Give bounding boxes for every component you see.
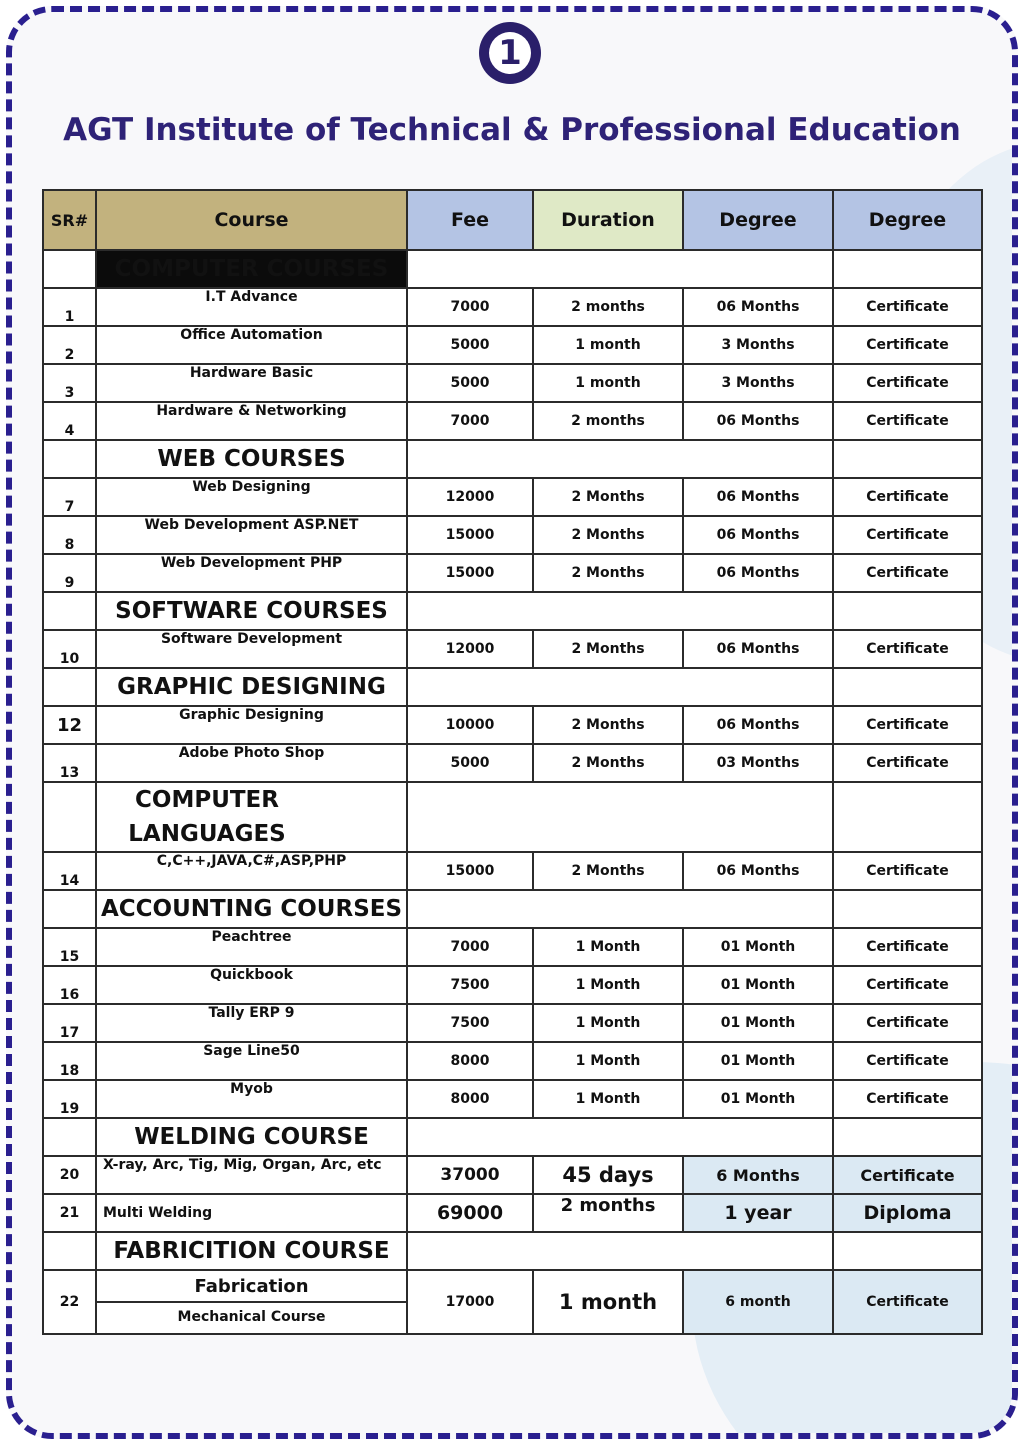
sr-number: 18 (43, 1042, 96, 1080)
table-row (43, 554, 982, 592)
fee: 7000 (407, 288, 533, 326)
table-row (43, 1004, 982, 1042)
empty-cell (407, 782, 833, 852)
certificate: Certificate (833, 928, 982, 966)
section-title: WELDING COURSE (96, 1118, 407, 1156)
certificate: Certificate (833, 326, 982, 364)
course-name: Hardware & Networking (96, 402, 407, 440)
table-row (43, 402, 982, 440)
sr-number: 16 (43, 966, 96, 1004)
course-name: Software Development (96, 630, 407, 668)
degree: 06 Months (683, 478, 833, 516)
sr-number: 4 (43, 402, 96, 440)
sr-number: 15 (43, 928, 96, 966)
table-row (43, 1194, 982, 1232)
empty-cell (407, 440, 833, 478)
table-row (43, 288, 982, 326)
section-row (43, 592, 982, 630)
course-name: Quickbook (96, 966, 407, 1004)
fee: 15000 (407, 554, 533, 592)
table-row (43, 928, 982, 966)
duration: 1 Month (533, 1004, 683, 1042)
fee: 7000 (407, 402, 533, 440)
certificate: Certificate (833, 1004, 982, 1042)
fee: 5000 (407, 326, 533, 364)
empty-cell (833, 668, 982, 706)
duration: 1 month (533, 1270, 683, 1334)
certificate: Diploma (833, 1194, 982, 1232)
fee: 15000 (407, 852, 533, 890)
section-row (43, 440, 982, 478)
fee: 5000 (407, 364, 533, 402)
header-course: Course (96, 190, 407, 250)
fee: 5000 (407, 744, 533, 782)
empty-cell (407, 1118, 833, 1156)
duration: 1 Month (533, 1042, 683, 1080)
certificate: Certificate (833, 966, 982, 1004)
course-name: Graphic Designing (96, 706, 407, 744)
degree: 06 Months (683, 852, 833, 890)
sr-number: 21 (43, 1194, 96, 1232)
course-name: Adobe Photo Shop (96, 744, 407, 782)
certificate: Certificate (833, 1156, 982, 1194)
sr-number: 12 (43, 706, 96, 744)
fee: 7500 (407, 1004, 533, 1042)
course-name: Peachtree (96, 928, 407, 966)
page-number: 1 (489, 32, 531, 74)
degree: 01 Month (683, 1004, 833, 1042)
certificate: Certificate (833, 1042, 982, 1080)
empty-cell (407, 1232, 833, 1270)
section-title (96, 782, 407, 852)
sr-number: 9 (43, 554, 96, 592)
sr-number: 2 (43, 326, 96, 364)
fee: 17000 (407, 1270, 533, 1334)
sr-number: 13 (43, 744, 96, 782)
degree: 03 Months (683, 744, 833, 782)
certificate: Certificate (833, 516, 982, 554)
empty-cell (407, 668, 833, 706)
empty-cell (43, 440, 96, 478)
degree: 6 Months (683, 1156, 833, 1194)
table-row (43, 364, 982, 402)
degree: 1 year (683, 1194, 833, 1232)
empty-cell (43, 668, 96, 706)
degree: 3 Months (683, 326, 833, 364)
empty-cell (833, 440, 982, 478)
course-name: Multi Welding (96, 1194, 407, 1232)
sr-number: 19 (43, 1080, 96, 1118)
empty-cell (833, 250, 982, 288)
empty-cell (833, 592, 982, 630)
table-row (43, 516, 982, 554)
duration: 2 Months (533, 478, 683, 516)
fee: 69000 (407, 1194, 533, 1232)
sr-number: 20 (43, 1156, 96, 1194)
degree: 01 Month (683, 1042, 833, 1080)
empty-cell (43, 592, 96, 630)
table-header-row (43, 190, 982, 250)
table-row (43, 744, 982, 782)
empty-cell (407, 592, 833, 630)
header-fee: Fee (407, 190, 533, 250)
header-degree: Degree (683, 190, 833, 250)
empty-cell (833, 1232, 982, 1270)
duration: 2 Months (533, 630, 683, 668)
table-row (43, 852, 982, 890)
certificate: Certificate (833, 744, 982, 782)
sr-number: 1 (43, 288, 96, 326)
table-row (43, 326, 982, 364)
certificate: Certificate (833, 402, 982, 440)
duration: 2 Months (533, 706, 683, 744)
section-row (43, 250, 982, 288)
degree: 06 Months (683, 288, 833, 326)
course-name: Fabrication (97, 1271, 406, 1303)
section-row (43, 668, 982, 706)
header-sr: SR# (43, 190, 96, 250)
duration: 2 months (533, 1194, 683, 1232)
certificate: Certificate (833, 630, 982, 668)
course-name: Hardware Basic (96, 364, 407, 402)
table-row (43, 706, 982, 744)
table-row (43, 1080, 982, 1118)
empty-cell (43, 1118, 96, 1156)
sr-number: 8 (43, 516, 96, 554)
table-row (43, 630, 982, 668)
empty-cell (43, 890, 96, 928)
empty-cell (833, 890, 982, 928)
degree: 01 Month (683, 928, 833, 966)
certificate: Certificate (833, 1080, 982, 1118)
empty-cell (43, 782, 96, 852)
fee: 8000 (407, 1042, 533, 1080)
duration: 45 days (533, 1156, 683, 1194)
certificate: Certificate (833, 1270, 982, 1334)
fee: 12000 (407, 630, 533, 668)
fee: 7500 (407, 966, 533, 1004)
fee: 8000 (407, 1080, 533, 1118)
degree: 6 month (683, 1270, 833, 1334)
course-name: Sage Line50 (96, 1042, 407, 1080)
sr-number: 17 (43, 1004, 96, 1042)
duration: 1 month (533, 364, 683, 402)
empty-cell (407, 890, 833, 928)
page-number-badge (479, 22, 541, 84)
course-name: I.T Advance (96, 288, 407, 326)
section-row (43, 782, 982, 852)
section-row (43, 890, 982, 928)
table-row (43, 966, 982, 1004)
page-title: AGT Institute of Technical & Professional Education (63, 112, 961, 148)
certificate: Certificate (833, 364, 982, 402)
degree: 3 Months (683, 364, 833, 402)
section-row (43, 1118, 982, 1156)
fee: 15000 (407, 516, 533, 554)
course-subtitle: Mechanical Course (177, 1309, 326, 1325)
course-name: Web Development PHP (96, 554, 407, 592)
course-cell (96, 1270, 407, 1334)
certificate: Certificate (833, 706, 982, 744)
duration: 1 month (533, 326, 683, 364)
duration: 2 Months (533, 852, 683, 890)
certificate: Certificate (833, 288, 982, 326)
course-name: X-ray, Arc, Tig, Mig, Organ, Arc, etc (96, 1156, 407, 1194)
duration: 2 months (533, 402, 683, 440)
table-row (43, 1270, 982, 1334)
degree: 06 Months (683, 706, 833, 744)
fee-table (42, 189, 983, 1335)
section-title: WEB COURSES (96, 440, 407, 478)
section-title: SOFTWARE COURSES (96, 592, 407, 630)
course-name: Web Development ASP.NET (96, 516, 407, 554)
empty-cell (833, 1118, 982, 1156)
section-title: GRAPHIC DESIGNING (96, 668, 407, 706)
sr-number: 10 (43, 630, 96, 668)
certificate: Certificate (833, 478, 982, 516)
fee: 10000 (407, 706, 533, 744)
degree: 01 Month (683, 966, 833, 1004)
sr-number: 22 (43, 1270, 96, 1334)
empty-cell (407, 250, 833, 288)
duration: 1 Month (533, 1080, 683, 1118)
section-title-text: COMPUTER LANGUAGES (128, 787, 286, 847)
duration: 2 Months (533, 554, 683, 592)
section-title: ACCOUNTING COURSES (96, 890, 407, 928)
sr-number: 7 (43, 478, 96, 516)
table-row (43, 1042, 982, 1080)
duration: 1 Month (533, 966, 683, 1004)
degree: 06 Months (683, 402, 833, 440)
certificate: Certificate (833, 852, 982, 890)
table-row (43, 1156, 982, 1194)
sr-number: 14 (43, 852, 96, 890)
empty-cell (43, 1232, 96, 1270)
degree: 06 Months (683, 516, 833, 554)
degree: 06 Months (683, 554, 833, 592)
course-name: C,C++,JAVA,C#,ASP,PHP (96, 852, 407, 890)
section-title: COMPUTER COURSES (96, 250, 407, 288)
course-name: Tally ERP 9 (96, 1004, 407, 1042)
course-name: Office Automation (96, 326, 407, 364)
certificate: Certificate (833, 554, 982, 592)
degree: 01 Month (683, 1080, 833, 1118)
empty-cell (833, 782, 982, 852)
duration: 2 months (533, 288, 683, 326)
course-name: Myob (96, 1080, 407, 1118)
section-row (43, 1232, 982, 1270)
empty-cell (43, 250, 96, 288)
section-title: FABRICITION COURSE (96, 1232, 407, 1270)
degree: 06 Months (683, 630, 833, 668)
duration: 2 Months (533, 516, 683, 554)
fee: 37000 (407, 1156, 533, 1194)
header-duration: Duration (533, 190, 683, 250)
header-degree-2: Degree (833, 190, 982, 250)
course-name: Web Designing (96, 478, 407, 516)
duration: 2 Months (533, 744, 683, 782)
table-row (43, 478, 982, 516)
duration: 1 Month (533, 928, 683, 966)
fee: 12000 (407, 478, 533, 516)
sr-number: 3 (43, 364, 96, 402)
fee: 7000 (407, 928, 533, 966)
